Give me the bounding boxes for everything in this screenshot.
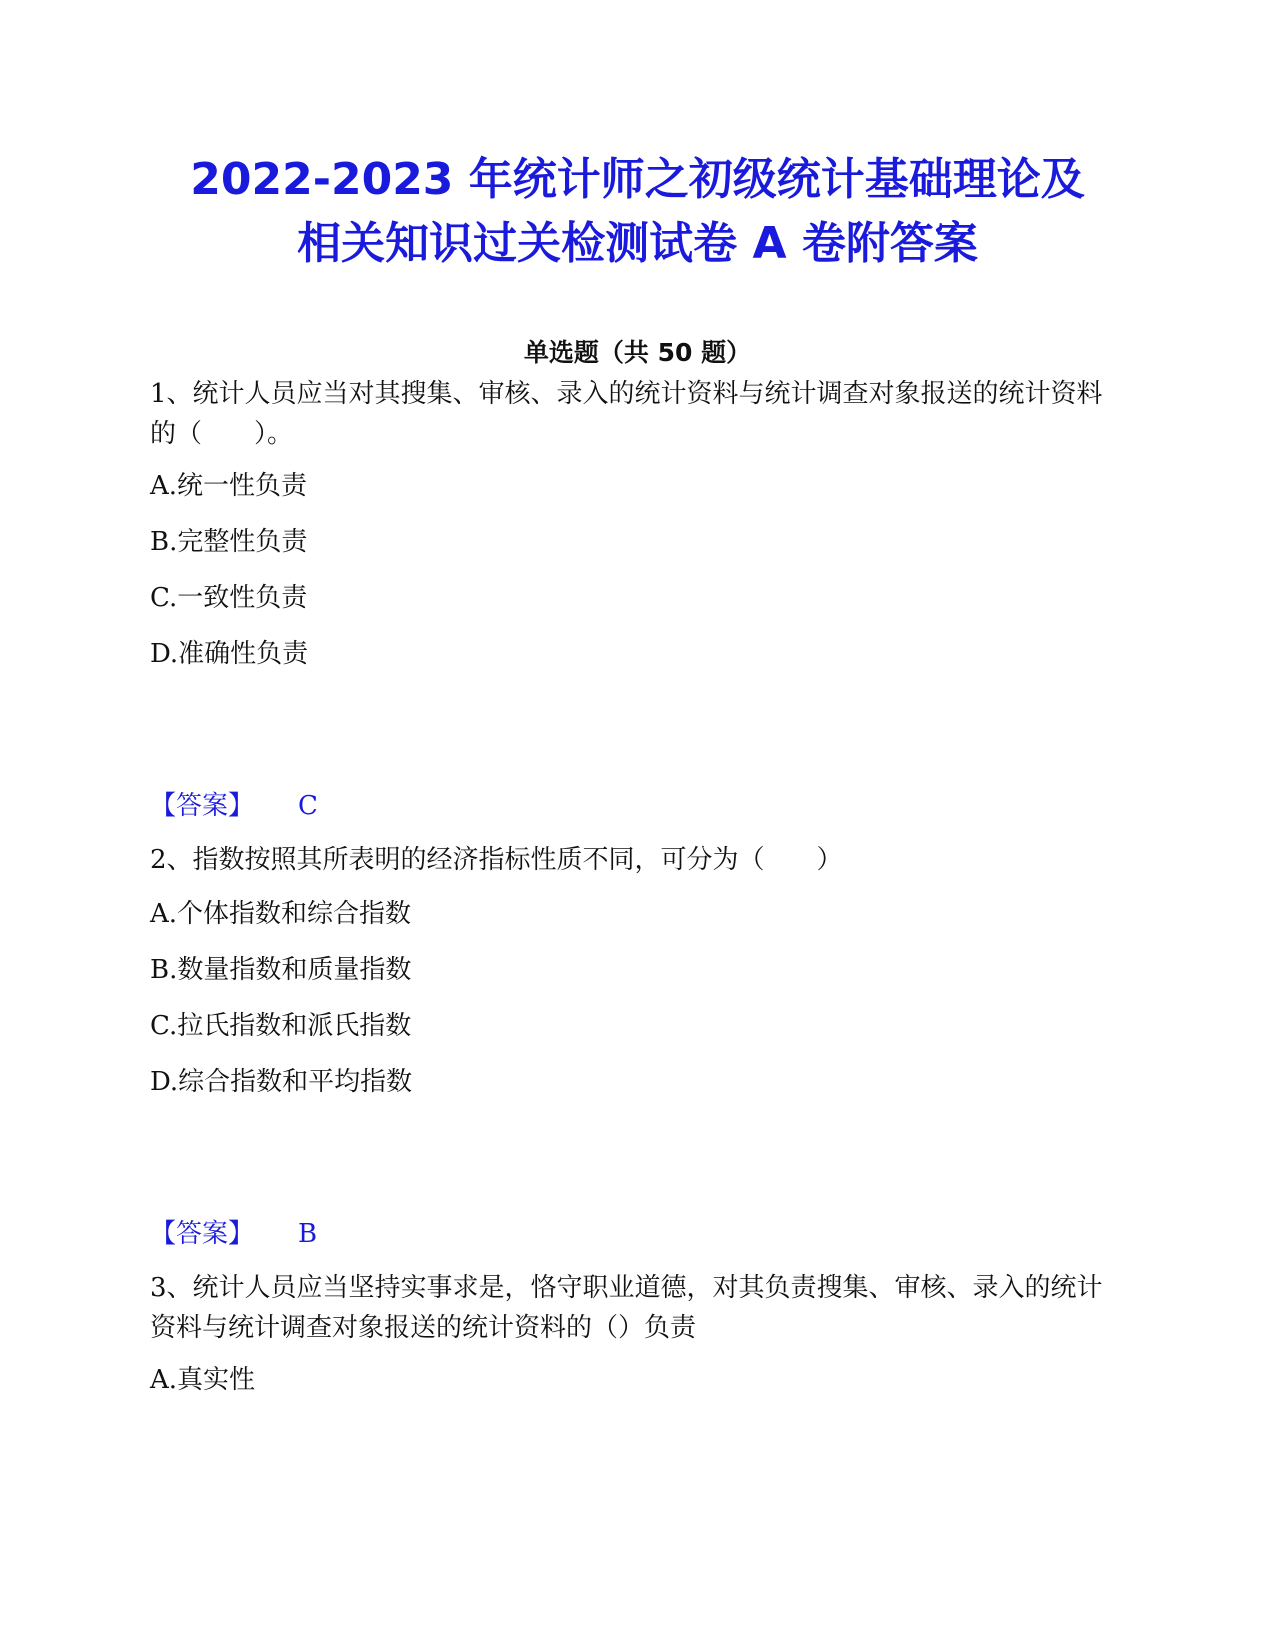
question-2-option-c: C.拉氏指数和派氏指数 (150, 1011, 412, 1041)
question-3-option-a: A.真实性 (150, 1365, 256, 1395)
document-title-line-1: 2022-2023 年统计师之初级统计基础理论及 (190, 154, 1085, 205)
question-2-option-a: A.个体指数和综合指数 (150, 899, 412, 929)
section-heading: 单选题（共 50 题） (523, 338, 752, 367)
question-3-stem: 3、统计人员应当坚持实事求是，恪守职业道德，对其负责搜集、审核、录入的统计资料与统计调查对象报送的统计资料的（）负责 (150, 1273, 1103, 1343)
question-1-option-a: A.统一性负责 (150, 471, 308, 501)
question-1-option-d: D.准确性负责 (150, 639, 309, 669)
answer-value: B (298, 1219, 318, 1249)
question-2-option-d: D.综合指数和平均指数 (150, 1067, 413, 1097)
question-1-stem: 1、统计人员应当对其搜集、审核、录入的统计资料与统计调查对象报送的统计资料的（ ）。 (150, 379, 1103, 449)
question-2-stem: 2、指数按照其所表明的经济指标性质不同，可分为（ ） (150, 845, 843, 875)
document-title (100, 148, 1175, 276)
question-1-option-b: B.完整性负责 (150, 527, 308, 557)
question-2-option-b: B.数量指数和质量指数 (150, 955, 412, 985)
answer-value: C (298, 791, 318, 821)
question-2-answer (150, 1216, 317, 1252)
question-1-answer (150, 788, 318, 824)
document-title-line-2: 相关知识过关检测试卷 A 卷附答案 (297, 218, 978, 269)
answer-tag: 【答案】 (150, 791, 255, 821)
question-1-option-c: C.一致性负责 (150, 583, 308, 613)
answer-tag: 【答案】 (150, 1219, 255, 1249)
